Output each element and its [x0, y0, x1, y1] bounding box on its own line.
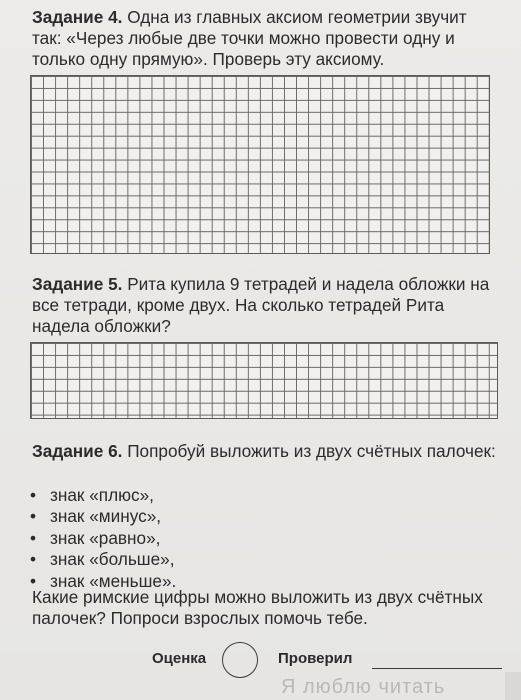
list-item-text: знак «минус», [50, 506, 162, 527]
bullet-icon: • [30, 506, 37, 527]
bullet-icon: • [30, 485, 37, 505]
watermark: Я люблю читать [281, 676, 446, 698]
checked-by-label: Проверил [278, 650, 353, 667]
grade-label: Оценка [152, 650, 207, 667]
task-4-text: Одна из главных аксиом геометрии звучит так: «Через любые две точки можно провести одну и только одну прямую». Проверь эту аксиому. [32, 7, 467, 69]
task-6-label: Задание 6. [32, 441, 123, 461]
task-6 [32, 441, 499, 462]
list-item-text: знак «плюс», [50, 485, 154, 505]
checked-by-signature-line[interactable] [372, 668, 502, 669]
task-5-grid[interactable] [30, 342, 498, 419]
grade-circle[interactable] [222, 642, 258, 678]
task-5-label: Задание 5. [32, 274, 123, 294]
task-4-grid[interactable] [30, 75, 490, 254]
bullet-icon: • [30, 549, 37, 570]
task-6-text: Попробуй выложить из двух счётных палочек: [122, 441, 496, 461]
list-item [30, 549, 176, 570]
task-5 [32, 274, 499, 337]
task-6-question: Какие римские цифры можно выложить из двух счётных палочек? Попроси взрослых помочь тебе. [32, 587, 483, 628]
bullet-icon: • [30, 570, 37, 591]
task-6-list [30, 485, 176, 592]
list-item-text: знак «меньше». [50, 570, 177, 591]
task-5-text: Рита купила 9 тетрадей и надела обложки на все тетради, кроме двух. На сколько тетрадей Рита надела обложки? [32, 274, 490, 336]
list-item [30, 506, 176, 527]
list-item [30, 485, 176, 506]
list-item-text: знак «равно», [50, 527, 161, 548]
bullet-icon: • [30, 527, 37, 548]
task-4-label: Задание 4. [32, 7, 123, 27]
list-item [30, 528, 176, 549]
list-item-text: знак «больше», [50, 549, 175, 570]
page-corner [505, 672, 521, 700]
task-4 [32, 7, 499, 70]
